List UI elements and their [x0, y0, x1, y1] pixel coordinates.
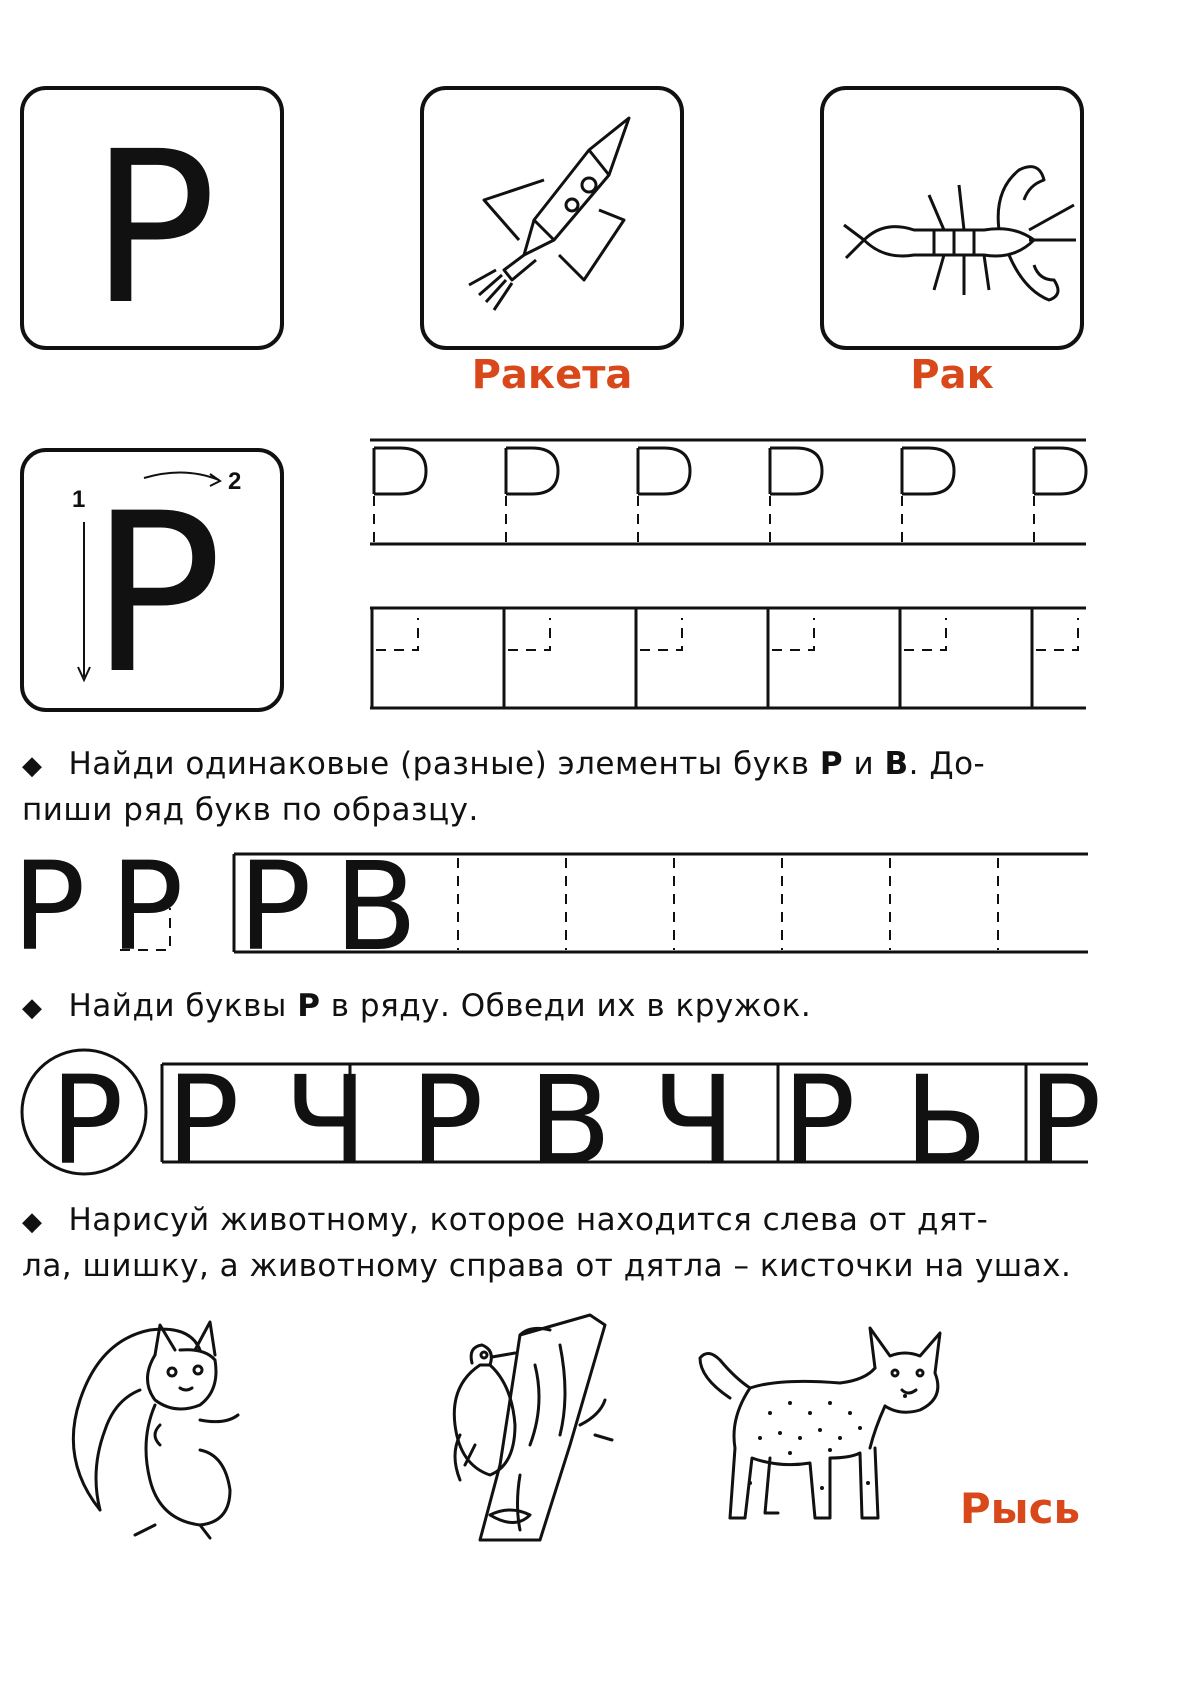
- bullet-icon: ◆: [22, 1207, 43, 1237]
- big-letter: Р: [90, 106, 217, 351]
- task2-letter-7: Р: [782, 1050, 856, 1192]
- stroke-step-1: 1: [72, 486, 86, 513]
- task3-instruction: [22, 1198, 1182, 1288]
- lynx-icon: [690, 1318, 960, 1538]
- stroke-step-2: 2: [228, 468, 242, 495]
- lynx-caption: Рысь: [959, 1484, 1081, 1533]
- task1-letter-a: Р: [819, 746, 844, 782]
- task1-text-a: Найди одинаковые (разные) элементы букв: [68, 746, 820, 782]
- rocket-icon: [424, 90, 688, 354]
- task1-letter-b: В: [884, 746, 909, 782]
- task2-letter-4: Р: [410, 1050, 484, 1192]
- task2-letter-1: Р: [50, 1050, 124, 1192]
- rocket-caption: Ракета: [471, 352, 633, 398]
- task1-text-line2: пиши ряд букв по образцу.: [22, 792, 479, 828]
- stroke-arrows: [24, 452, 288, 722]
- bullet-icon: ◆: [22, 751, 43, 781]
- stroke-letter: Р: [90, 466, 223, 722]
- task2-text-a: Найди буквы: [68, 988, 298, 1024]
- task2-letter-5: В: [528, 1050, 612, 1192]
- task1-letter-2: Р: [110, 836, 184, 978]
- stroke-order-card: [20, 448, 284, 722]
- letter-card: [20, 86, 284, 350]
- task3-text-line2: ла, шишку, а животному справа от дятла – кисточки на ушах.: [22, 1248, 1072, 1284]
- task2-text-b: в ряду. Обведи их в кружок.: [320, 988, 812, 1024]
- task1-instruction: [22, 742, 1182, 832]
- task2-letter-8: Ь: [904, 1050, 988, 1192]
- task1-letter-1: Р: [12, 836, 86, 978]
- task1-letter-3: Р: [238, 836, 312, 978]
- task1-letter-4: В: [334, 836, 418, 978]
- task1-row-lines: [0, 850, 1090, 960]
- task2-letter-9: Р: [1028, 1050, 1102, 1192]
- crayfish-icon: [824, 90, 1088, 354]
- task2-letter-3: Ч: [284, 1050, 368, 1192]
- rocket-card: [420, 86, 684, 350]
- squirrel-icon: [60, 1310, 260, 1550]
- task2-letter-2: Р: [166, 1050, 240, 1192]
- crayfish-card: [820, 86, 1084, 350]
- task1-text-b: . До-: [908, 746, 986, 782]
- woodpecker-icon: [420, 1305, 620, 1545]
- task2-letter: Р: [297, 988, 321, 1024]
- bullet-icon: ◆: [22, 993, 43, 1023]
- task3-text-line1: Нарисуй животному, которое находится слева от дят-: [68, 1202, 989, 1238]
- task2-instruction: [22, 984, 1182, 1030]
- task2-letter-6: Ч: [652, 1050, 736, 1192]
- practice-grid-top: [370, 440, 1090, 720]
- task1-conj: и: [843, 746, 885, 782]
- crayfish-caption: Рак: [910, 352, 994, 398]
